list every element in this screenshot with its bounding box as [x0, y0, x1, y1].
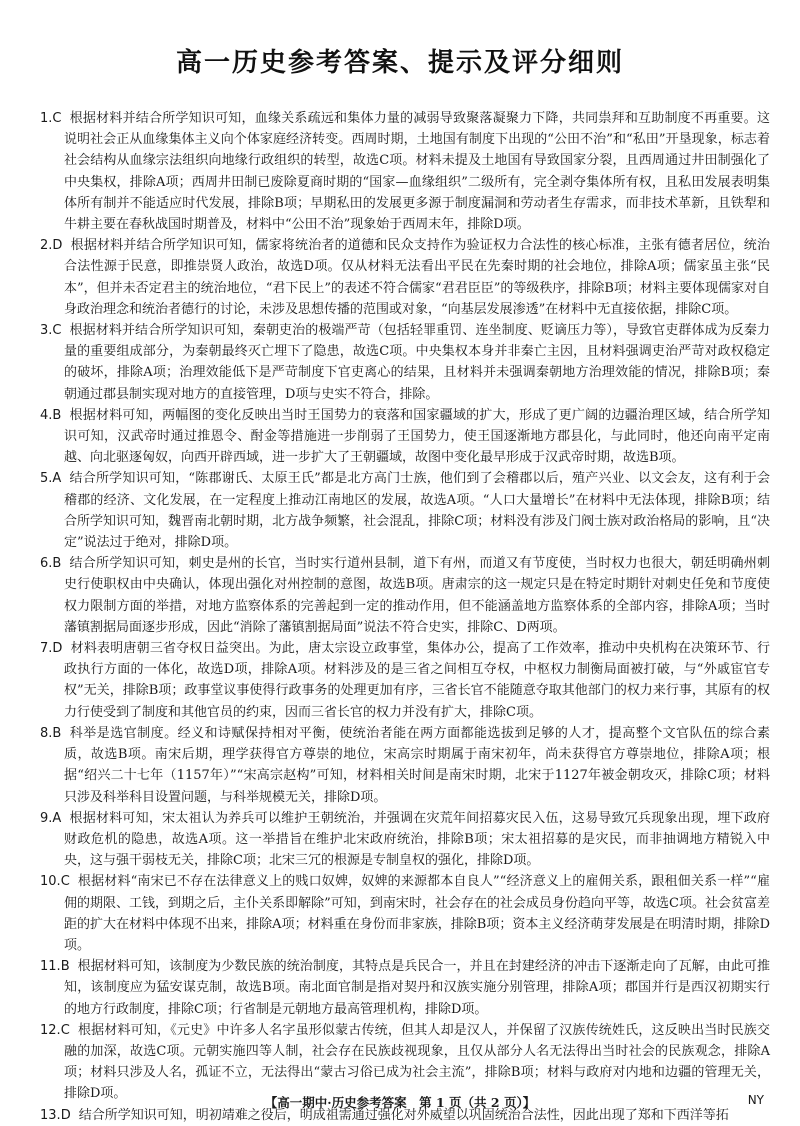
answer-choice: C — [52, 323, 62, 339]
answer-choice: B — [60, 959, 70, 975]
answer-explanation: 根据材料可知，两幅图的变化反映出当时王国势力的衰落和国家疆域的扩大，形成了更广阔的边疆治理区域，结合所学知识可知，汉武帝时通过推恩令、酎金等措施进一步削弱了王国势力，使王国逐渐地方郡县化，与此同时，他还向南平定南越、向北驱逐匈奴，向西开辟西域，进一步扩大了王朝疆域，故图中变化最早形成于汉武帝时期，故选B项。 — [64, 407, 770, 466]
page-title: 高一历史参考答案、提示及评分细则 — [175, 48, 624, 78]
question-number: 1. — [40, 111, 53, 126]
page-footer — [0, 1093, 800, 1113]
question-number: 11. — [40, 959, 61, 975]
question-number: 6. — [40, 556, 53, 572]
answer-explanation: 根据材料并结合所学知识可知，血缘关系疏远和集体力量的减弱导致聚落凝聚力下降，共同祟拜和互助制度不再重要。这说明社会正从血缘集体主义向个体家庭经济转变。西周时期，土地国有制度下出现的“公田不治”和“私田”开垦现象，标志着社会结构从血缘宗法组织向地缘行政组织的转型，故选C项。材料未提及土地国有导致国家分裂，且西周通过井田制强化了中央集权，排除A项；西周井田制已废除夏商时期的“国家—血缘组织”二级所有，完全剥夺集体所有权，且私田发展表明集体所有制并不能适应时代发展，排除B项；早期私田的发展更多源于制度漏洞和劳动者生存需求，而非技术革新，且铁犁和牛耕主要在春秋战国时期普及，材料中“公田不治”现象始于西周末年，排除D项。 — [64, 111, 770, 233]
question-number: 4. — [40, 407, 53, 423]
answer-item — [40, 468, 770, 553]
answer-choice: B — [52, 725, 62, 741]
answer-choice: B — [52, 407, 62, 423]
question-number: 10. — [40, 874, 61, 890]
answer-choice: C — [52, 111, 62, 126]
answer-item — [40, 723, 770, 808]
answer-item — [40, 1020, 770, 1105]
answer-explanation: 科举是选官制度。经义和诗赋保持相对平衡，使统治者能在两方面都能选拔到足够的人才，提高整个文官队伍的综合素质，故选B项。南宋后期，理学获得官方尊崇的地位，宋高宗时期属于南宋初年，尚未获得官方尊崇地位，排除A项；根据“绍兴二十七年（1157年）”“宋高宗赵构”可知，材料相关时间是南宋时期，北宋于1127年被金朝攻灭，排除C项；材料只涉及科举科目设置问题，与科举规模无关，排除D项。 — [64, 725, 770, 805]
answer-choice: D — [60, 1107, 71, 1123]
answer-choice: D — [52, 238, 63, 254]
answer-item — [40, 405, 770, 469]
question-number: 2. — [40, 238, 53, 254]
question-number: 8. — [40, 725, 53, 741]
answer-item — [40, 638, 770, 723]
answer-list — [40, 108, 770, 1126]
answer-choice: A — [52, 471, 62, 487]
answer-explanation: 根据材料可知，宋太祖认为养兵可以维护王朝统治，并强调在灾荒年间招募灾民入伍，这易导致冗兵现象出现，埋下政府财政危机的隐患，故选A项。这一举措旨在维护北宋政府统治，排除B项；宋太祖招募的是灾民，而非抽调地方精锐入中央，这与强干弱枝无关，排除C项；北宋三冗的根源是专制皇权的强化，排除D项。 — [64, 810, 770, 869]
answer-item — [40, 553, 770, 638]
answer-explanation: 材料表明唐朝三省夺权日益突出。为此，唐太宗设立政事堂，集体办公，提高了工作效率，推动中央机构在决策环节、行政执行方面的一体化，故选D项，排除A项。材料涉及的是三省之间相互夺权，中枢权力制衡局面被打破，与“外戚宦官专权”无关，排除B项；政事堂议事使得行政事务的处理更加有序，三省长官不能随意夺取其他部门的权力来行事，其原有的权力行使受到了制度和其他官员的约束，因而三省长官的权力并没有扩大，排除C项。 — [64, 641, 770, 720]
answer-item — [40, 108, 770, 235]
answer-item — [40, 235, 770, 320]
answer-choice: D — [52, 641, 63, 657]
answer-choice: C — [60, 874, 70, 890]
answer-explanation: 结合所学知识可知，明初靖难之役后，明成祖需通过强化对外威望以巩固统治合法性，因此出现了郑和下西洋等拓 — [78, 1107, 729, 1123]
answer-explanation: 根据材料“南宋已不存在法律意义上的贱口奴婢，奴婢的来源都本自良人”“经济意义上的雇佣关系，跟租佃关系一样”“雇佣的期限、工钱，到期之后，主仆关系即解除”可知，到南宋时，社会存在的社会成员身份趋向平等，故选C项。社会贫富差距的扩大在材料中体现不出来，排除A项；材料重在身份而非家族，排除B项；资本主义经济萌芽发展是在明清时期，排除D项。 — [64, 874, 770, 953]
question-number: 12. — [40, 1022, 61, 1038]
answer-explanation: 根据材料可知，该制度为少数民族的统治制度，其特点是兵民合一，并且在封建经济的冲击下逐渐走向了瓦解，由此可推知，该制度应为猛安谋克制，故选B项。南北面官制是指对契丹和汉族实施分别管理，排除A项；郡国并行是西汉初期实行的地方行政制度，排除C项；行省制是元朝地方最高管理机构，排除D项。 — [64, 959, 770, 1017]
answer-explanation: 根据材料可知，《元史》中许多人名字虽形似蒙古传统，但其人却是汉人，并保留了汉族传统姓氏，这反映出当时民族交融的加深，故选C项。元朝实施四等人制，社会存在民族歧视现象，且仅从部分人名无法得出当时社会的民族观念，排除A项；材料只涉及人名，孤证不立，无法得出“蒙古习俗已成为社会主流”，排除B项；材料与政府对内地和边疆的管理无关，排除D项。 — [64, 1022, 770, 1102]
answer-item — [40, 956, 770, 1020]
answer-choice: A — [52, 810, 62, 826]
answer-choice: B — [52, 556, 62, 572]
footer-page-info: 【高一期中·历史参考答案 第 1 页（共 2 页）】 — [264, 1095, 536, 1110]
question-number: 9. — [40, 810, 53, 826]
question-number: 7. — [40, 641, 53, 657]
answer-item — [40, 871, 770, 956]
question-number: 5. — [40, 471, 53, 487]
question-number: 3. — [40, 323, 53, 339]
answer-explanation: 结合所学知识可知，刺史是州的长官，当时实行道州县制，道下有州，而道又有节度使，当时权力也很大，朝廷明确州刺史行使职权由中央确认，体现出强化对州控制的意图，故选B项。唐肃宗的这一规定只是在特定时期针对刺史任免和节度使权力限制方面的举措，对地方监察体系的完善起到一定的推动作用，但不能涵盖地方监察体系的全部内容，排除A项；当时藩镇割据局面逐步形成，因此“消除了藩镇割据局面”说法不符合史实，排除C、D两项。 — [64, 556, 770, 635]
answer-explanation: 根据材料并结合所学知识可知，秦朝吏治的极端严苛（包括轻罪重罚、连坐制度、贬谪压力等），导致官吏群体成为反秦力量的重要组成部分，为秦朝最终灭亡埋下了隐患，故选C项。中央集权本身并非秦亡主因，且材料强调吏治严苛对政权稳定的破坏，排除A项；治理效能低下是严苛制度下官吏离心的结果，且材料并未强调秦朝地方治理效能的情况，排除B项；秦朝通过郡县制实现对地方的直接管理，D项与史实不符合，排除。 — [64, 323, 770, 402]
answer-explanation: 根据材料并结合所学知识可知，儒家将统治者的道德和民众支持作为验证权力合法性的核心标准，主张有德者居位，统治合法性源于民意，即推崇贤人政治，故选D项。仅从材料无法看出平民在先秦时期的社会地位，排除A项；儒家虽主张“民本”，但并未否定君主的统治地位，“君下民上”的表述不符合儒家“君君臣臣”的等级秩序，排除B项；材料主要体现儒家对自身政治理念和统治者德行的讨论，未涉及思想传播的范围或对象，“向基层发展渗透”在材料中无直接依据，排除C项。 — [64, 238, 770, 317]
question-number: 13. — [40, 1107, 61, 1123]
answer-explanation: 结合所学知识可知，“陈郡谢氏、太原王氏”都是北方高门士族，他们到了会稽郡以后，殖产兴业、以文会友，这有利于会稽郡的经济、文化发展，在一定程度上推动江南地区的发展，故选A项。“人口大量增长”在材料中无法体现，排除B项；结合所学知识可知，魏晋南北朝时期，北方战争频繁，社会混乱，排除C项；材料没有涉及门阀士族对政治格局的影响，且“决定”说法过于绝对，排除D项。 — [64, 471, 770, 551]
answer-choice: C — [60, 1022, 70, 1038]
footer-edition-code: NY — [747, 1093, 764, 1107]
answer-item — [40, 808, 770, 872]
answer-item — [40, 320, 770, 405]
